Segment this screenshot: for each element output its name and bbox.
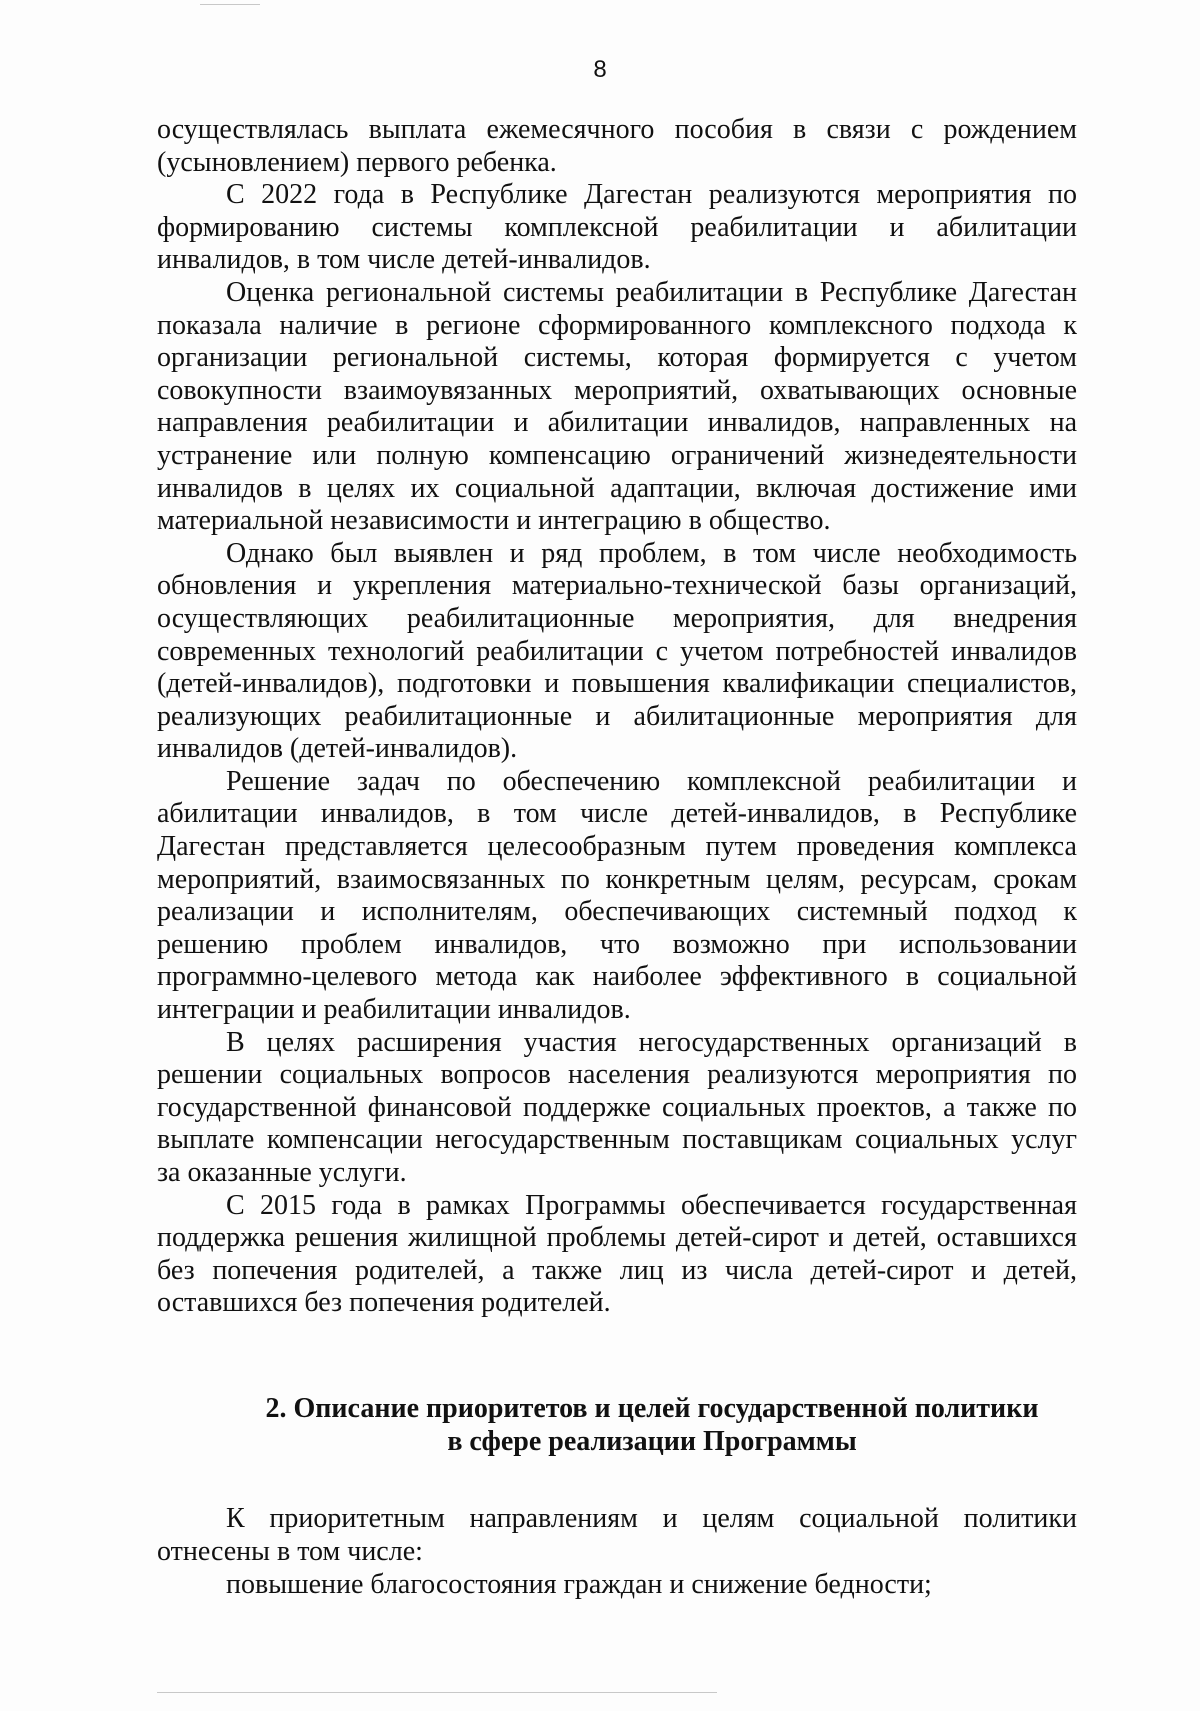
- list-item: повышение благосостояния граждан и снижение бедности;: [226, 1569, 932, 1600]
- body-text: [157, 114, 1077, 1320]
- page-number: 8: [593, 56, 607, 83]
- paragraph: осуществлялась выплата ежемесячного пособия в связи с рождением (усыновлением) первого ребенка.: [157, 114, 1077, 178]
- paragraph: К приоритетным направлениям и целям социальной политики отнесены в том числе:: [157, 1503, 1077, 1567]
- section-body-text: [157, 1502, 1077, 1601]
- scan-artifact-line: [200, 4, 260, 5]
- section-heading-line: 2. Описание приоритетов и целей государственной политики: [265, 1393, 1039, 1424]
- paragraph: С 2022 года в Республике Дагестан реализуются мероприятия по формированию системы комплексной реабилитации и абилитации инвалидов, в том числе детей-инвалидов.: [157, 179, 1077, 276]
- paragraph: В целях расширения участия негосударственных организаций в решении социальных вопросов населения реализуются мероприятия по государственной финансовой поддержке социальных проектов, а также по выплате компенсации негосударственным поставщикам социальных услуг за оказанные услуги.: [157, 1026, 1077, 1188]
- paragraph: Однако был выявлен и ряд проблем, в том числе необходимость обновления и укрепления материально-технической базы организаций, осуществляющих реабилитационные мероприятия, для внедрения современных технологий реабилитации с учетом потребностей инвалидов (детей-инвалидов), подготовки и повышения квалификации специалистов, реализующих реабилитационные и абилитационные мероприятия для инвалидов (детей-инвалидов).: [157, 537, 1077, 765]
- section-heading: [157, 1392, 1147, 1458]
- paragraph: Решение задач по обеспечению комплексной реабилитации и абилитации инвалидов, в том числе детей-инвалидов, в Республике Дагестан представляется целесообразным путем проведения комплекса мероприятий, взаимосвязанных по конкретным целям, ресурсам, срокам реализации и исполнителям, обеспечивающих системный подход к решению проблем инвалидов, что возможно при использовании программно-целевого метода как наиболее эффективного в социальной интеграции и реабилитации инвалидов.: [157, 765, 1077, 1026]
- paragraph: Оценка региональной системы реабилитации в Республике Дагестан показала наличие в регионе сформированного комплексного подхода к организации региональной системы, которая формируется с учетом совокупности взаимоувязанных мероприятий, охватывающих основные направления реабилитации и абилитации инвалидов, направленных на устранение или полную компенсацию ограничений жизнедеятельности инвалидов в целях их социальной адаптации, включая достижение ими материальной независимости и интеграцию в общество.: [157, 276, 1077, 537]
- paragraph: С 2015 года в рамках Программы обеспечивается государственная поддержка решения жилищной проблемы детей-сирот и детей, оставшихся без попечения родителей, а также лиц из числа детей-сирот и детей, оставшихся без попечения родителей.: [157, 1189, 1077, 1319]
- scan-artifact-line: [157, 1692, 717, 1693]
- section-heading-line: в сфере реализации Программы: [447, 1426, 857, 1457]
